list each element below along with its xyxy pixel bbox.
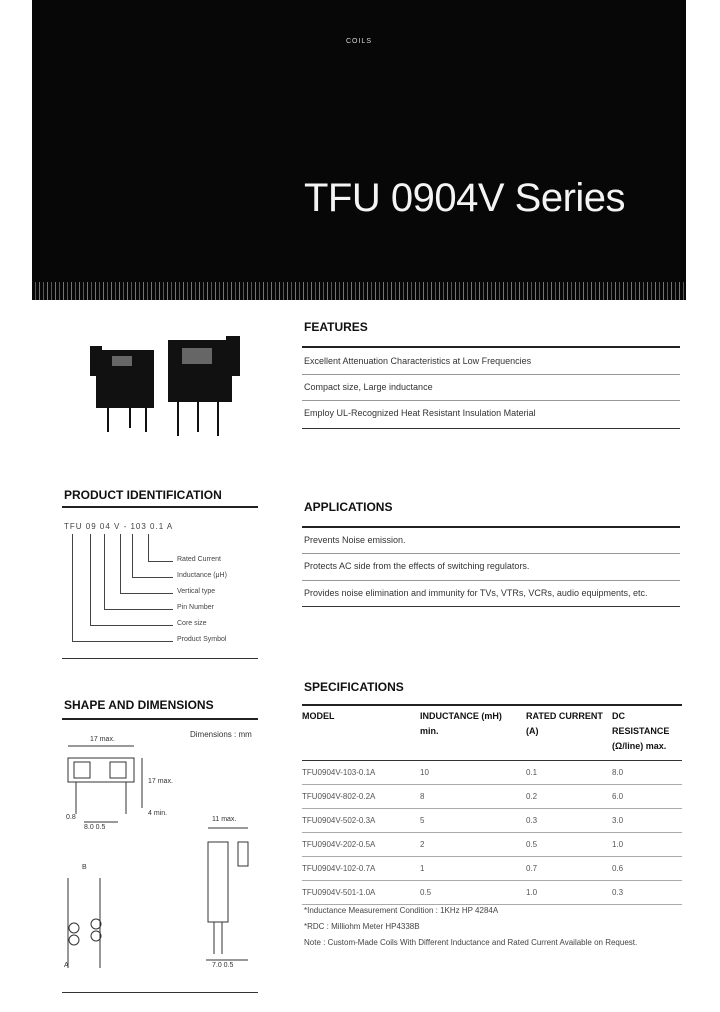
feature-item-3: Employ UL-Recognized Heat Resistant Insulation Material xyxy=(304,408,536,418)
divider xyxy=(62,658,258,659)
divider xyxy=(302,580,680,581)
column-header: MODEL xyxy=(302,706,420,761)
dim-label: 17 max. xyxy=(148,778,173,785)
dimension-drawing-svg xyxy=(62,728,262,990)
pid-label: Pin Number xyxy=(177,604,214,611)
model-cell: TFU0904V-501-1.0A xyxy=(302,881,420,905)
dim-label: 11 max. xyxy=(212,816,237,823)
model-cell: TFU0904V-802-0.2A xyxy=(302,785,420,809)
column-header: RATED CURRENT (A) xyxy=(526,706,612,761)
dim-label: 7.0 0.5 xyxy=(212,962,234,969)
product-identification-heading: PRODUCT IDENTIFICATION xyxy=(64,488,222,502)
inductance-cell: 5 xyxy=(420,809,526,833)
application-item-3: Provides noise elimination and immunity for TVs, VTRs, VCRs, audio equipments, etc. xyxy=(304,588,648,598)
current-cell: 0.2 xyxy=(526,785,612,809)
model-cell: TFU0904V-102-0.7A xyxy=(302,857,420,881)
table-row xyxy=(302,761,682,785)
current-cell: 0.7 xyxy=(526,857,612,881)
shape-rule xyxy=(62,718,258,720)
application-item-2: Protects AC side from the effects of switching regulators. xyxy=(304,561,530,571)
banner-texture xyxy=(32,282,686,300)
dimension-drawings xyxy=(62,728,262,990)
divider xyxy=(302,606,680,607)
divider xyxy=(302,553,680,554)
feature-item-1: Excellent Attenuation Characteristics at Low Frequencies xyxy=(304,356,532,366)
product-id-diagram xyxy=(62,520,262,660)
pid-rule xyxy=(62,506,258,508)
dim-label: 4 min. xyxy=(148,810,168,817)
pid-label: Product Symbol xyxy=(177,636,227,643)
column-header: INDUCTANCE (mH) min. xyxy=(420,706,526,761)
note-line: Note : Custom-Made Coils With Different Inductance and Rated Current Available on Request. xyxy=(304,938,638,947)
dim-label: B xyxy=(82,864,87,871)
dim-label: A xyxy=(64,962,69,969)
table-row xyxy=(302,833,682,857)
resistance-cell: 3.0 xyxy=(612,809,682,833)
divider xyxy=(302,428,680,429)
leader-line xyxy=(72,534,173,642)
note-line: *RDC : Milliohm Meter HP4338B xyxy=(304,922,420,931)
inductance-cell: 8 xyxy=(420,785,526,809)
feature-item-2: Compact size, Large inductance xyxy=(304,382,433,392)
divider xyxy=(62,992,258,993)
pid-label: Inductance (μH) xyxy=(177,572,227,579)
features-rule xyxy=(302,346,680,348)
category-label: COILS xyxy=(345,38,372,45)
current-cell: 0.3 xyxy=(526,809,612,833)
specifications-heading: SPECIFICATIONS xyxy=(304,680,404,694)
inductance-cell: 10 xyxy=(420,761,526,785)
product-code: TFU 09 04 V - 103 0.1 A xyxy=(64,522,174,531)
header-banner xyxy=(32,0,686,300)
divider xyxy=(302,400,680,401)
table-header-row xyxy=(302,706,682,761)
note-line: *Inductance Measurement Condition : 1KHz HP 4284A xyxy=(304,906,499,915)
table-row xyxy=(302,881,682,905)
resistance-cell: 1.0 xyxy=(612,833,682,857)
divider xyxy=(302,374,680,375)
current-cell: 1.0 xyxy=(526,881,612,905)
features-heading: FEATURES xyxy=(304,320,368,334)
series-title: TFU 0904V Series xyxy=(304,176,626,220)
dimensions-units: Dimensions : mm xyxy=(190,730,252,739)
pid-label: Vertical type xyxy=(177,588,216,595)
model-cell: TFU0904V-103-0.1A xyxy=(302,761,420,785)
shape-dimensions-heading: SHAPE AND DIMENSIONS xyxy=(64,698,214,712)
resistance-cell: 0.3 xyxy=(612,881,682,905)
model-cell: TFU0904V-502-0.3A xyxy=(302,809,420,833)
table-row xyxy=(302,857,682,881)
pid-label: Rated Current xyxy=(177,556,221,563)
inductance-cell: 0.5 xyxy=(420,881,526,905)
table-row xyxy=(302,785,682,809)
pid-label: Core size xyxy=(177,620,207,627)
resistance-cell: 6.0 xyxy=(612,785,682,809)
column-header: DC RESISTANCE (Ω/line) max. xyxy=(612,706,682,761)
applications-heading: APPLICATIONS xyxy=(304,500,393,514)
model-cell: TFU0904V-202-0.5A xyxy=(302,833,420,857)
current-cell: 0.1 xyxy=(526,761,612,785)
applications-rule xyxy=(302,526,680,528)
dim-label: 17 max. xyxy=(90,736,115,743)
inductance-cell: 1 xyxy=(420,857,526,881)
resistance-cell: 0.6 xyxy=(612,857,682,881)
specification-notes xyxy=(304,903,637,951)
dim-label: 8.0 0.5 xyxy=(84,824,106,831)
application-item-1: Prevents Noise emission. xyxy=(304,535,406,545)
dim-label: 0.8 xyxy=(66,814,76,821)
resistance-cell: 8.0 xyxy=(612,761,682,785)
specifications-table xyxy=(302,706,682,905)
table-row xyxy=(302,809,682,833)
product-photo xyxy=(86,332,266,442)
current-cell: 0.5 xyxy=(526,833,612,857)
inductance-cell: 2 xyxy=(420,833,526,857)
